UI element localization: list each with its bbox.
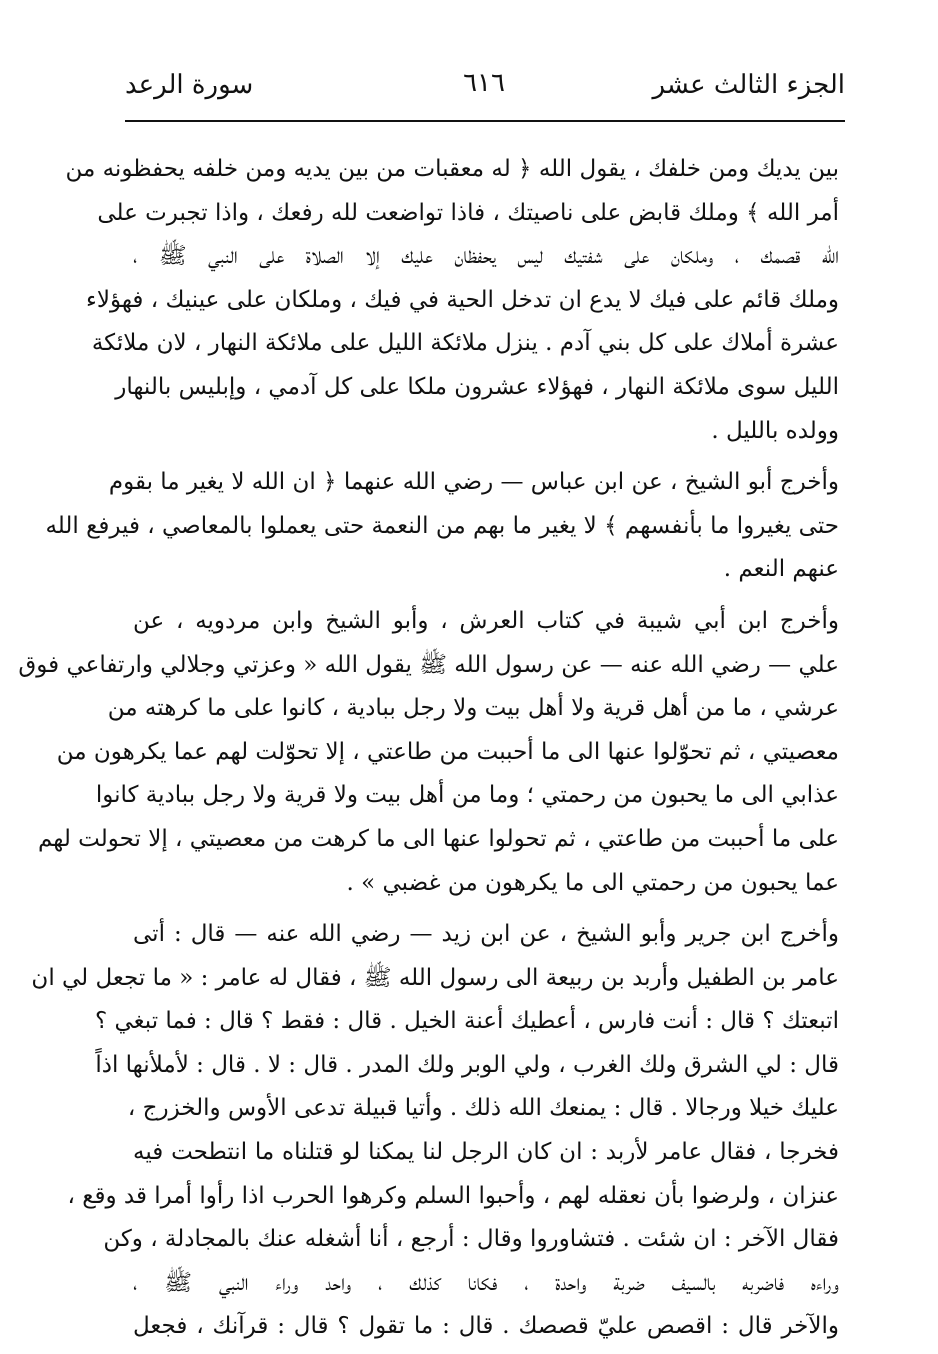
text-line: الله قصمك ، وملكان على شفتيك ليس يحفظان عليك إلا الصلاة على النبي ﷺ ، xyxy=(133,243,839,270)
text-line: وراءه فاضربه بالسيف ضربة واحدة ، فكانا كذلك ، واحد وراء النبي ﷺ ، xyxy=(133,1269,839,1296)
text-line: عرشي ، ما من أهل قرية ولا أهل بيت ولا رجل ببادية ، كانوا على ما كرهته من xyxy=(107,695,839,722)
text-line: على ما أحببت من طاعتي ، ثم تحولوا عنها الى ما كرهت من معصيتي ، إلا تحولت لهم xyxy=(37,825,839,852)
text-line: وولده بالليل . xyxy=(711,417,839,444)
text-line: اتبعتك ؟ قال : أنت فارس ، أعطيك أعنة الخيل . قال : فقط ؟ قال : فما تبغي ؟ xyxy=(94,1008,839,1035)
part-title: الجزء الثالث عشر xyxy=(652,70,845,100)
text-line: وأخرج أبو الشيخ ، عن ابن عباس — رضي الله عنهما ﴿ ان الله لا يغير ما بقوم xyxy=(108,469,839,496)
text-line: والآخر قال : اقصص عليّ قصصك . قال : ما تقول ؟ قال : قرآنك ، فجعل xyxy=(133,1313,839,1340)
paragraph-3 xyxy=(18,600,839,905)
header-rule xyxy=(125,120,845,122)
paragraph-2 xyxy=(45,461,839,592)
paragraph-4 xyxy=(31,913,839,1349)
text-line: حتى يغيروا ما بأنفسهم ﴾ لا يغير ما بهم من النعمة حتى يعملوا بالمعاصي ، فيرفع الله xyxy=(45,512,839,539)
text-line: بين يديك ومن خلفك ، يقول الله ﴿ له معقبات من بين يديه ومن خلفه يحفظونه من xyxy=(65,156,839,182)
text-line: وأخرج ابن جرير وأبو الشيخ ، عن ابن زيد — رضي الله عنه — قال : أتى xyxy=(133,921,839,948)
text-line: عنزان ، ولرضوا بأن نعقله لهم ، وأحبوا السلم وكرهوا الحرب اذا رأوا أمرا قد وقع ، xyxy=(67,1182,839,1209)
text-line: الليل سوى ملائكة النهار ، فهؤلاء عشرون ملكا على كل آدمي ، وإبليس بالنهار xyxy=(115,373,839,400)
text-line: فقال الآخر : ان شئت . فتشاوروا وقال : أرجع ، أنا أشغله عنك بالمجادلة ، وكن xyxy=(103,1226,839,1253)
page-number: ٦١٦ xyxy=(463,68,505,98)
paragraph-gap xyxy=(133,453,839,461)
paragraph-gap xyxy=(133,592,839,600)
surah-title: سورة الرعد xyxy=(125,70,254,100)
body-text xyxy=(18,148,839,1349)
text-line: فخرجا ، فقال عامر لأربد : ان كان الرجل لنا يمكنا لو قتلناه ما انتطحت فيه xyxy=(133,1139,839,1166)
text-line: عما يحبون من رحمتي الى ما يكرهون من غضبي » . xyxy=(346,869,839,896)
paragraph-1 xyxy=(65,148,839,453)
text-line: وأخرج ابن أبي شيبة في كتاب العرش ، وأبو الشيخ وابن مردويه ، عن xyxy=(133,607,839,634)
text-line: وملك قائم على فيك لا يدع ان تدخل الحية في فيك ، وملكان على عينيك ، فهؤلاء xyxy=(86,286,839,313)
text-line: قال : لي الشرق ولك الغرب ، ولي الوبر ولك المدر . قال : لا . قال : لأملأنها اذاً xyxy=(95,1051,839,1078)
text-line: عذابي الى ما يحبون من رحمتي ؛ وما من أهل بيت ولا قرية ولا رجل ببادية كانوا xyxy=(95,782,839,809)
text-line: عشرة أملاك على كل بني آدم . ينزل ملائكة الليل على ملائكة النهار ، لان ملائكة xyxy=(91,330,839,357)
text-line: أمر الله ﴾ وملك قابض على ناصيتك ، فاذا تواضعت لله رفعك ، واذا تجبرت على xyxy=(97,199,839,226)
text-line: معصيتي ، ثم تحوّلوا عنها الى ما أحببت من طاعتي ، إلا تحوّلت لهم عما يكرهون من xyxy=(56,738,839,765)
text-line: عامر بن الطفيل وأربد بن ربيعة الى رسول الله ﷺ ، فقال له عامر : « ما تجعل لي ان xyxy=(31,964,839,991)
running-header xyxy=(125,62,845,118)
text-line: عليك خيلا ورجالا . قال : يمنعك الله ذلك . وأتيا قبيلة تدعى الأوس والخزرج ، xyxy=(127,1095,839,1122)
text-line: علي — رضي الله عنه — عن رسول الله ﷺ يقول الله « وعزتي وجلالي وارتفاعي فوق xyxy=(18,651,839,678)
text-line: عنهم النعم . xyxy=(723,556,839,583)
paragraph-gap xyxy=(133,905,839,913)
